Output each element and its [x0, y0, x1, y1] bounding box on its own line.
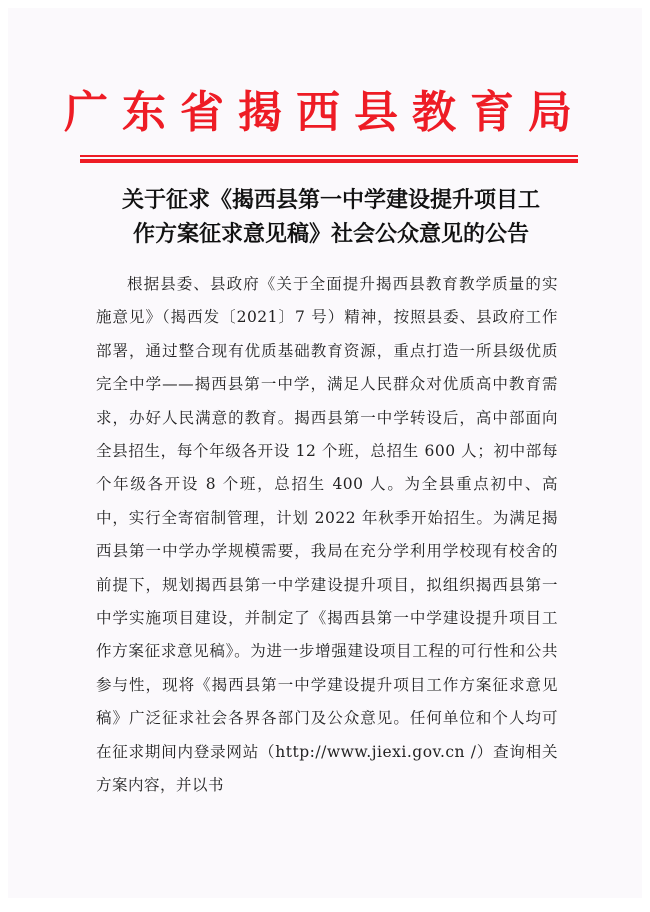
notice-title: [96, 184, 566, 252]
notice-title-line-2: 作方案征求意见稿》社会公众意见的公告: [132, 222, 529, 247]
letterhead-divider-thin: [80, 155, 578, 157]
letterhead-organization: 广东省揭西县教育局: [64, 87, 586, 138]
notice-body: 根据县委、县政府《关于全面提升揭西县教育教学质量的实施意见》（揭西发〔2021〕7 号）精神，按照县委、县政府工作部署，通过整合现有优质基础教育资源，重点打造一所县级优质完全中学——揭西县第一中学，满足人民群众对优质高中教育需求，办好人民满意的教育。揭西县第一中学转设后，高中部面向全县招生，每个年级各开设 12 个班，总招生 600 人；初中部每个年级各开设 8 个班，总招生 400 人。为全县重点初中、高中，实行全寄宿制管理，计划 2022 年秋季开始招生。为满足揭西县第一中学办学规模需要，我局在充分学利用学校现有校舍的前提下，规划揭西县第一中学建设提升项目，拟组织揭西县第一中学实施项目建设，并制定了《揭西县第一中学建设提升项目工作方案征求意见稿》。为进一步增强建设项目工程的可行性和公共参与性，现将《揭西县第一中学建设提升项目工作方案征求意见稿》广泛征求社会各界各部门及公众意见。任何单位和个人均可在征求期间内登录网站（http://www.jiexi.gov.cn /）查询相关方案内容，并以书: [96, 275, 558, 795]
notice-title-line-1: 关于征求《揭西县第一中学建设提升项目工: [121, 188, 540, 213]
letterhead-divider-thick: [80, 159, 578, 163]
